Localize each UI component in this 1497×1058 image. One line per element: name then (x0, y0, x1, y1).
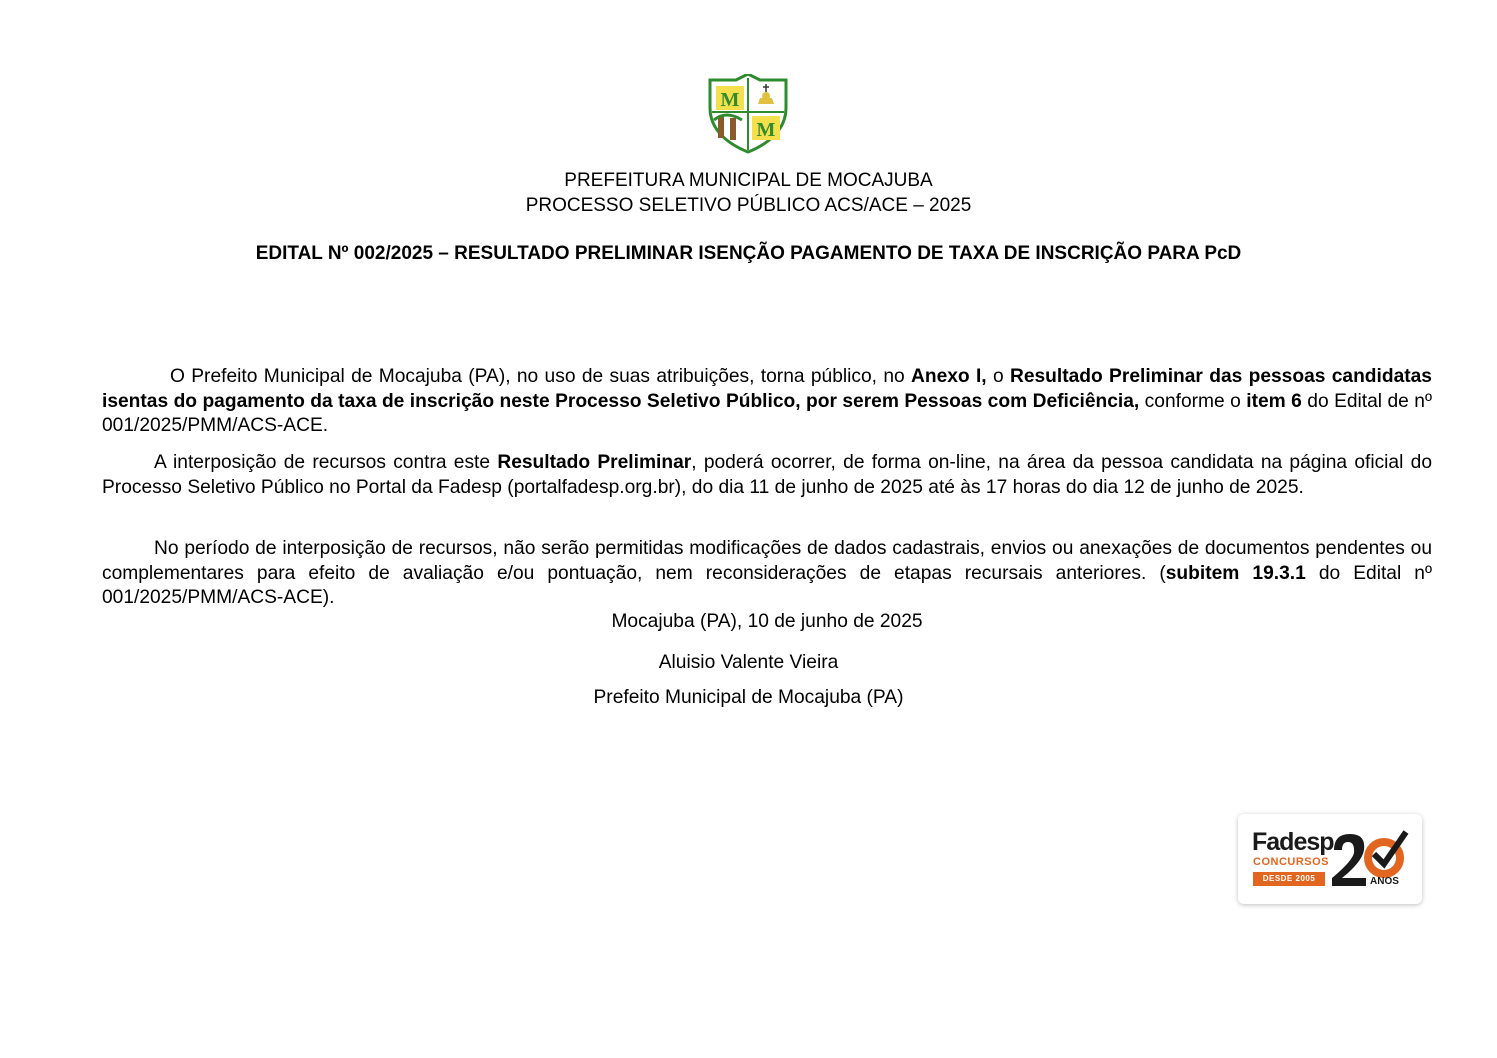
organization-name: PREFEITURA MUNICIPAL DE MOCAJUBA (564, 170, 933, 191)
fadesp-since-badge: DESDE 2005 (1253, 872, 1325, 886)
paragraph-2: A interposição de recursos contra este Resultado Preliminar, poderá ocorrer, de forma on-line, na área da pessoa candidata na página oficial do Processo Seletivo Público no Portal da Fadesp (portalfadesp.org.br), do dia 11 de junho de 2025 até às 17 horas do dia 12 de junho de 2025. (102, 452, 1432, 498)
svg-text:M: M (756, 119, 776, 141)
fadesp-years-label: ANOS (1370, 876, 1399, 887)
paragraph-3: No período de interposição de recursos, não serão permitidas modificações de dados cadastrais, envios ou anexações de documentos pendentes ou complementares para efeito de avaliação e/ou pontuação, nem reconsiderações de etapas recursais anteriores. (subitem 19.3.1 do Edital nº 001/2025/PMM/ACS-ACE). (102, 538, 1432, 608)
svg-text:M: M (720, 89, 740, 111)
signer-role: Prefeito Municipal de Mocajuba (PA) (593, 687, 904, 708)
fadesp-concursos-label: CONCURSOS (1253, 856, 1330, 868)
fadesp-wordmark: Fadesp (1252, 828, 1334, 856)
municipal-crest-logo (706, 74, 790, 154)
document-title: EDITAL Nº 002/2025 – RESULTADO PRELIMINAR ISENÇÃO PAGAMENTO DE TAXA DE INSCRIÇÃO PARA PcD (255, 243, 1242, 264)
paragraph-1: O Prefeito Municipal de Mocajuba (PA), no uso de suas atribuições, torna público, no Anexo I, o Resultado Preliminar das pessoas candidatas isentas do pagamento da taxa de inscrição neste Processo Seletivo Público, por serem Pessoas com Deficiência, conforme o item 6 do Edital de nº 001/2025/PMM/ACS-ACE. (102, 366, 1432, 436)
date-line: Mocajuba (PA), 10 de junho de 2025 (611, 611, 923, 632)
process-name: PROCESSO SELETIVO PÚBLICO ACS/ACE – 2025 (525, 195, 972, 216)
signer-name: Aluisio Valente Vieira (658, 652, 839, 673)
fadesp-logo (1238, 814, 1422, 904)
